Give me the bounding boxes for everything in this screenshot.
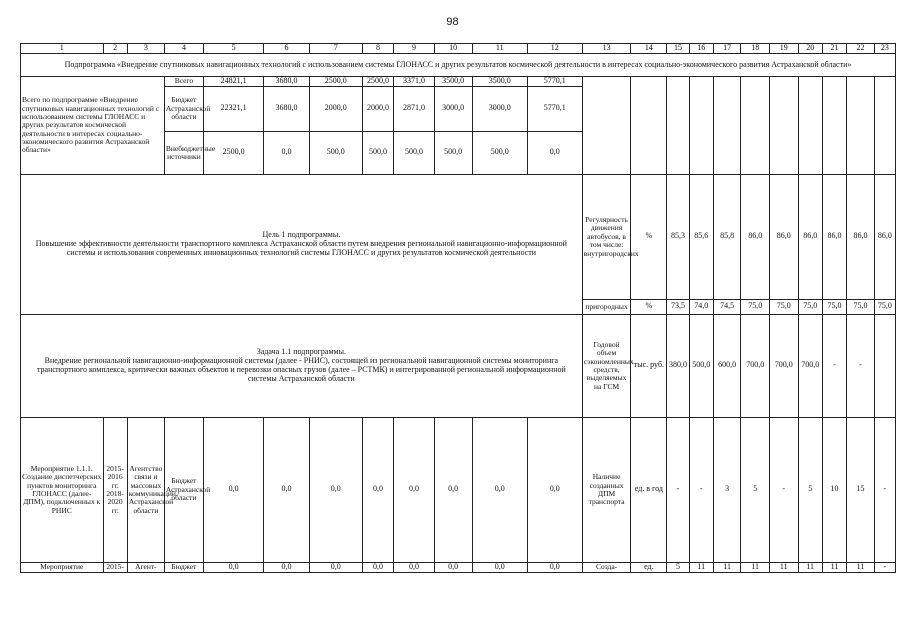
indicator-value: 700,0 [798, 314, 822, 417]
col-number: 8 [362, 44, 394, 54]
value-cell: 3000,0 [434, 86, 472, 131]
indicator-value: - [847, 314, 875, 417]
subprogram-row [21, 54, 896, 77]
value-cell: 500,0 [472, 131, 527, 174]
indicator-unit: % [631, 299, 667, 314]
indicator-value: 11 [713, 562, 741, 572]
indicator-value: 75,0 [822, 299, 846, 314]
value-cell: 500,0 [434, 131, 472, 174]
col-number: 22 [847, 44, 875, 54]
col-number: 6 [264, 44, 309, 54]
indicator-value: 600,0 [713, 314, 741, 417]
funding-source: Бюджет [164, 562, 203, 572]
value-cell: 0,0 [434, 417, 472, 562]
indicator-value: 86,0 [798, 174, 822, 299]
indicator-value: 15 [847, 417, 875, 562]
value-cell: 2500,0 [204, 131, 264, 174]
value-cell: 0,0 [472, 562, 527, 572]
indicator-value: 85,8 [713, 174, 741, 299]
indicator-unit: ед. [631, 562, 667, 572]
measure-row [21, 562, 896, 572]
indicator-value: 86,0 [769, 174, 798, 299]
indicator-value: 700,0 [741, 314, 770, 417]
indicator-value: 5 [798, 417, 822, 562]
indicator-value: 11 [847, 562, 875, 572]
value-cell: 0,0 [527, 131, 582, 174]
page-number: 98 [446, 16, 459, 28]
col-number: 5 [204, 44, 264, 54]
indicator-value: 10 [822, 417, 846, 562]
col-number: 16 [689, 44, 713, 54]
value-cell: 0,0 [204, 562, 264, 572]
value-cell: 0,0 [309, 417, 362, 562]
col-number: 11 [472, 44, 527, 54]
value-cell: 3000,0 [472, 86, 527, 131]
value-cell: 3500,0 [434, 77, 472, 87]
empty-cell [874, 77, 895, 175]
indicator-name: Наличие созданных ДПМ транспорта [582, 417, 631, 562]
value-cell: 22321,1 [204, 86, 264, 131]
value-cell: 500,0 [309, 131, 362, 174]
subprogram-title: Подпрограмма «Внедрение спутниковых навигационных технологий с использованием системы ГЛОНАСС и других результатов космической деятельности в интересах социально-экономического развития Астраханской области» [21, 54, 896, 77]
measure-period: 2015- [103, 562, 127, 572]
column-number-row [21, 44, 896, 54]
indicator-value: 74,5 [713, 299, 741, 314]
col-number: 21 [822, 44, 846, 54]
goal-row [21, 174, 896, 299]
value-cell: 24821,1 [204, 77, 264, 87]
col-number: 17 [713, 44, 741, 54]
col-number: 15 [667, 44, 689, 54]
indicator-value: 85,3 [667, 174, 689, 299]
col-number: 14 [631, 44, 667, 54]
indicator-name: пригородных [582, 299, 631, 314]
indicator-value: - [822, 314, 846, 417]
col-number: 23 [874, 44, 895, 54]
value-cell: 500,0 [394, 131, 434, 174]
value-cell: 0,0 [527, 417, 582, 562]
indicator-value: 11 [798, 562, 822, 572]
indicator-value: - [769, 417, 798, 562]
indicator-value: 11 [689, 562, 713, 572]
indicator-value: 75,0 [847, 299, 875, 314]
col-number: 9 [394, 44, 434, 54]
indicator-value: 11 [822, 562, 846, 572]
task-text: Задача 1.1 подпрограммы. Внедрение региональной навигационно-информационной системы (далее - РНИС), состоящей из региональной навигационной системы мониторинга транспортного комплекса, критически важных объектов и перевозки опасных грузов (далее – РСТМК) и интегрированной региональной информационной системы Астраханской области [21, 314, 583, 417]
indicator-value: - [689, 417, 713, 562]
empty-cell [713, 77, 741, 175]
value-cell: 0,0 [264, 417, 309, 562]
empty-cell [741, 77, 770, 175]
col-number: 1 [21, 44, 104, 54]
measure-row [21, 417, 896, 562]
goal-text: Цель 1 подпрограммы. Повышение эффективности деятельности транспортного комплекса Астраханской области путем внедрения региональной навигационно-информационной системы и использования современных инновационных технологий системы ГЛОНАСС и других результатов космической деятельности [21, 174, 583, 314]
col-number: 3 [127, 44, 164, 54]
value-cell: 2000,0 [362, 86, 394, 131]
col-number: 4 [164, 44, 203, 54]
value-cell: 0,0 [394, 417, 434, 562]
indicator-value: 75,0 [741, 299, 770, 314]
indicator-value: 11 [741, 562, 770, 572]
value-cell: 3371,0 [394, 77, 434, 87]
empty-cell [769, 77, 798, 175]
total-label: Всего по подпрограмме «Внедрение спутниковых навигационных технологий с использованием системы ГЛОНАСС и других результатов космической деятельности в интересах социально-экономического развития Астраханской области» [21, 77, 165, 175]
indicator-value: 500,0 [689, 314, 713, 417]
col-number: 2 [103, 44, 127, 54]
indicator-value: 3 [713, 417, 741, 562]
indicator-value: 5 [667, 562, 689, 572]
measure-executor: Агент- [127, 562, 164, 572]
indicator-unit: ед. в год [631, 417, 667, 562]
empty-cell [667, 77, 689, 175]
value-cell: 0,0 [264, 131, 309, 174]
indicator-value: - [874, 417, 895, 562]
indicator-value: 700,0 [769, 314, 798, 417]
indicator-value: 85,6 [689, 174, 713, 299]
total-row [21, 77, 896, 87]
indicator-unit: тыс. руб. [631, 314, 667, 417]
indicator-name: Созда- [582, 562, 631, 572]
value-cell: 0,0 [362, 562, 394, 572]
col-number: 19 [769, 44, 798, 54]
funding-source: Бюджет Астраханской области [164, 417, 203, 562]
funding-source: Всего [164, 77, 203, 87]
value-cell: 0,0 [527, 562, 582, 572]
value-cell: 500,0 [362, 131, 394, 174]
value-cell: 2000,0 [309, 86, 362, 131]
col-number: 12 [527, 44, 582, 54]
empty-cell [689, 77, 713, 175]
col-number: 10 [434, 44, 472, 54]
indicator-value: 86,0 [741, 174, 770, 299]
value-cell: 0,0 [264, 562, 309, 572]
indicator-value: 74,0 [689, 299, 713, 314]
col-number: 20 [798, 44, 822, 54]
value-cell: 0,0 [472, 417, 527, 562]
col-number: 7 [309, 44, 362, 54]
indicator-value: 11 [769, 562, 798, 572]
value-cell: 2871,0 [394, 86, 434, 131]
indicator-value: 5 [741, 417, 770, 562]
indicator-unit: % [631, 174, 667, 299]
indicator-value: - [874, 562, 895, 572]
value-cell: 0,0 [309, 562, 362, 572]
indicator-name: Регулярность движения автобусов, в том числе: внутригородских [582, 174, 631, 299]
indicator-value: 380,0 [667, 314, 689, 417]
value-cell: 3500,0 [472, 77, 527, 87]
indicator-value: - [667, 417, 689, 562]
indicator-value [874, 314, 895, 417]
empty-cell [631, 77, 667, 175]
value-cell: 5770,1 [527, 86, 582, 131]
empty-cell [798, 77, 822, 175]
funding-source: Бюджет Астраханской области [164, 86, 203, 131]
indicator-value: 73,5 [667, 299, 689, 314]
empty-cell [582, 77, 631, 175]
col-number: 13 [582, 44, 631, 54]
indicator-value: 86,0 [822, 174, 846, 299]
indicator-value: 75,0 [874, 299, 895, 314]
empty-cell [847, 77, 875, 175]
value-cell: 0,0 [394, 562, 434, 572]
measure-name: Мероприятие [21, 562, 104, 572]
col-number: 18 [741, 44, 770, 54]
measure-name: Мероприятие 1.1.1. Создание диспетчерских пунктов мониторинга ГЛОНАСС (далее-ДПМ), подключенных к РНИС [21, 417, 104, 562]
measure-executor: Агентство связи и массовых коммуникаций Астраханской области [127, 417, 164, 562]
value-cell: 2500,0 [362, 77, 394, 87]
value-cell: 5770,1 [527, 77, 582, 87]
value-cell: 2500,0 [309, 77, 362, 87]
indicator-value: 75,0 [798, 299, 822, 314]
funding-source: Внебюджетные источники [164, 131, 203, 174]
indicator-value: 75,0 [769, 299, 798, 314]
program-table [20, 43, 896, 573]
measure-period: 2015-2016 гг. 2018-2020 гг. [103, 417, 127, 562]
indicator-value: 86,0 [847, 174, 875, 299]
task-row [21, 314, 896, 417]
value-cell: 3680,0 [264, 86, 309, 131]
value-cell: 3680,0 [264, 77, 309, 87]
indicator-name: Годовой объем сэкономленных средств, выделяемых на ГСМ [582, 314, 631, 417]
value-cell: 0,0 [204, 417, 264, 562]
value-cell: 0,0 [434, 562, 472, 572]
value-cell: 0,0 [362, 417, 394, 562]
empty-cell [822, 77, 846, 175]
indicator-value: 86,0 [874, 174, 895, 299]
